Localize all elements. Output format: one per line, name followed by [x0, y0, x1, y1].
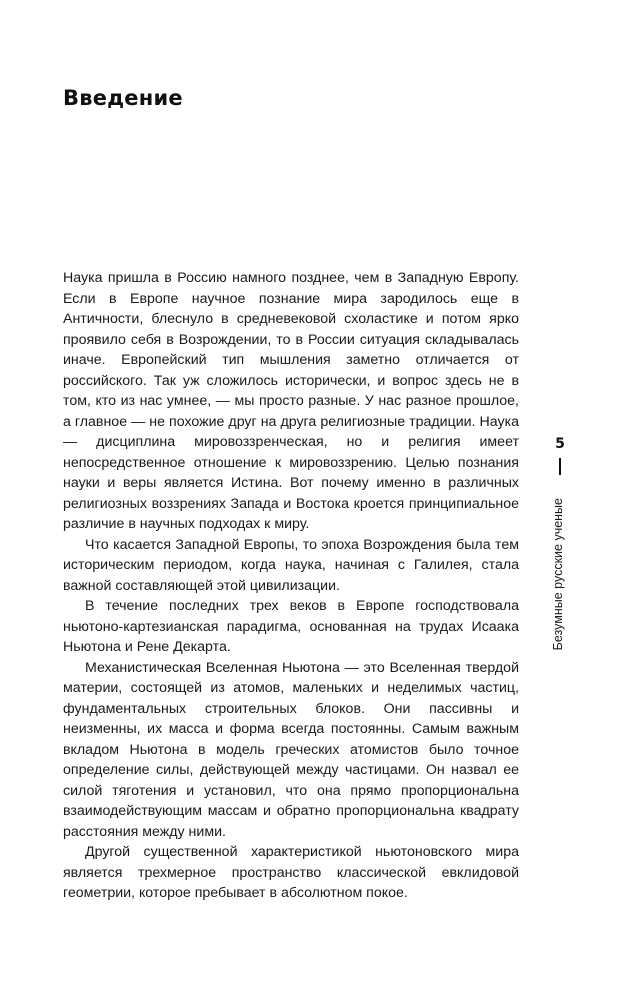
paragraph: Другой существенной характеристикой ньютоновского мира является трехмерное пространство классической евклидовой геометрии, которое пребывает в абсолютном покое. — [63, 844, 519, 901]
paragraph: Что касается Западной Европы, то эпоха Возрождения была тем историческим периодом, когда наука, начиная с Галилея, стала важной составляющей этой цивилизации. — [63, 536, 519, 594]
running-head-text: Безумные русские ученые — [551, 497, 565, 650]
paragraph: Наука пришла в Россию намного позднее, чем в Западную Европу. Если в Европе научное познание мира зародилось еще в Античности, блеснуло в средневековой схоластике и потом ярко проявило себя в Возрождении, то в России ситуация складывалась иначе. Европейский тип мышления заметно отличается от российского. Так уж сложилось исторически, и вопрос здесь не в том, кто из нас умнее, — мы просто разные. У нас разное прошлое, а главное — не похожие друг на друга религиозные традиции. Наука — дисциплина мировоззренческая, но и религия имеет непосредственное отношение к мировоззрению. Целью познания науки и веры является Истина. Вот почему именно в различных религиозных воззрениях Запада и Востока кроется принципиальное различие в научных подходах к миру. — [63, 270, 519, 532]
chapter-title: Введение — [63, 86, 183, 110]
page-number-rule — [559, 458, 561, 475]
page-number: 5 — [555, 436, 565, 452]
paragraph: Механистическая Вселенная Ньютона — это Вселенная твердой материи, состоящей из атомов, маленьких и неделимых частиц, фундаментальных строительных блоков. Они пассивны и неизменны, их масса и форма всегда постоянны. Самым важным вкладом Ньютона в модель греческих атомистов было точное определение силы, действующей между частицами. Он назвал ее силой тяготения и установил, что она прямо пропорциональна взаимодействующим массам и обратно пропорциональна квадрату расстояния между ними. — [63, 659, 519, 840]
running-head — [551, 480, 569, 650]
paragraph: В течение последних трех веков в Европе господствовала ньютоно-картезианская парадигма, основанная на трудах Исаака Ньютона и Рене Декарта. — [63, 598, 519, 655]
body-text — [63, 268, 519, 904]
